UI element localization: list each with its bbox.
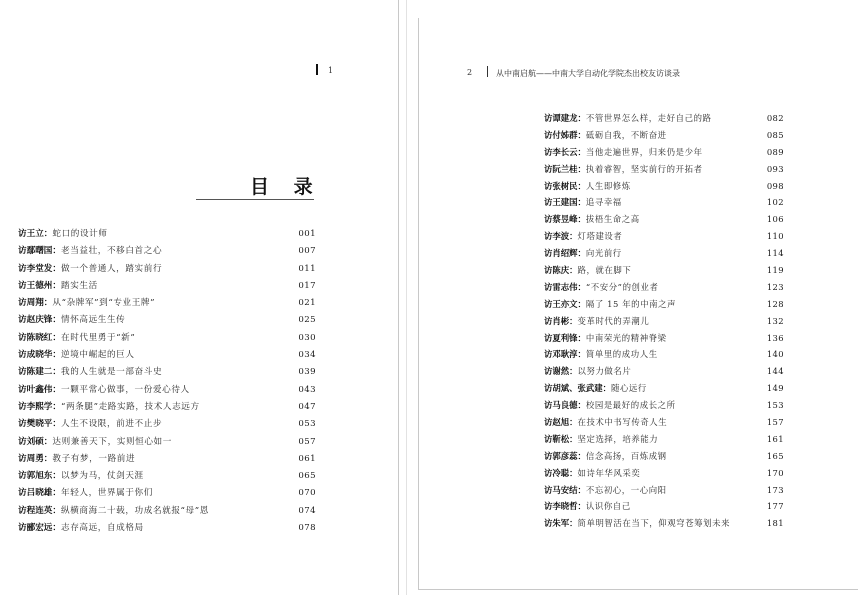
toc-entry-page: 025 [298, 315, 316, 326]
toc-entry-page: 061 [298, 453, 316, 464]
toc-entry-page: 173 [766, 484, 784, 495]
toc-entry: 访阮兰桂：执着睿智，坚实前行的开拓者 093 [544, 161, 784, 178]
toc-entry-name: 访郦宏远 [18, 523, 53, 534]
toc-entry-title: 不忘初心，一心向阳 [585, 484, 667, 495]
toc-entry: 访郭旭东：以梦为马，仗剑天涯 065 [18, 468, 316, 485]
toc-entry-name: 访李波 [544, 231, 570, 242]
toc-entry-page: 043 [298, 384, 316, 395]
toc-entry-title: 追寻幸福 [585, 197, 622, 208]
toc-entry-name: 访吕晓雄 [18, 488, 53, 499]
toc-entry-name: 访王亦文 [544, 298, 578, 309]
left-page-number: 1 [328, 66, 334, 75]
toc-entry: 访王亦文：隔了 15 年的中南之声 128 [544, 296, 784, 313]
toc-entry-page: 132 [766, 315, 784, 326]
toc-entry: 访肖绍辉：向光前行 114 [544, 245, 784, 262]
toc-entry-name: 访肖绍辉 [544, 248, 578, 259]
toc-entry-name: 访阮兰桂 [544, 163, 578, 174]
toc-entry: 访李长云：当他走遍世界，归来仍是少年 089 [544, 144, 784, 161]
toc-entry-name: 访郭旭东 [18, 471, 53, 482]
toc-entry-page: 065 [298, 471, 316, 482]
toc-entry: 访付姊群：砥砺自我，不断奋进 085 [544, 127, 784, 144]
toc-entry: 访叶鑫伟：一颗平常心做事，一份爱心待人 043 [18, 382, 316, 399]
toc-entry: 访陈建二：我的人生就是一部奋斗史 039 [18, 364, 316, 381]
toc-entry: 访李堂发：做一个普通人，踏实前行 011 [18, 261, 316, 278]
toc-entry-page: 102 [766, 197, 784, 208]
toc-entry-title: 向光前行 [585, 248, 622, 259]
toc-entry-name: 访冷聪 [544, 467, 570, 478]
toc-entry-title: 以努力做名片 [577, 366, 632, 377]
toc-entry-title: 坚定选择，培养能力 [577, 433, 659, 444]
toc-entry: 访马安结：不忘初心，一心向阳 173 [544, 482, 784, 499]
toc-entry-title: 老当益壮，不移白首之心 [61, 246, 163, 257]
toc-entry-name: 访李堂发 [18, 263, 53, 274]
toc-entry-title: 年轻人，世界属于你们 [61, 488, 153, 499]
toc-entry-page: 053 [298, 419, 316, 430]
toc-entry: 访邓耿淳：简单里的成功人生 140 [544, 346, 784, 363]
toc-entry-title: 校园是最好的成长之所 [585, 400, 676, 411]
toc-entry-page: 070 [298, 488, 316, 499]
toc-entry: 访冷聪：如诗年华风采奕 170 [544, 465, 784, 482]
toc-entry-name: 访李熙学 [18, 401, 53, 412]
right-toc-list [544, 110, 784, 532]
toc-entry: 访李熙学：“两条腿”走路实路，技术人志远方 047 [18, 399, 316, 416]
toc-entry: 访谢然：以努力做名片 144 [544, 363, 784, 380]
toc-entry-title: 做一个普通人，踏实前行 [61, 263, 163, 274]
toc-entry: 访靳松：坚定选择，培养能力 161 [544, 431, 784, 448]
toc-entry-page: 098 [766, 180, 784, 191]
left-toc-list [18, 226, 316, 537]
toc-title-rule [196, 199, 314, 200]
toc-entry-name: 访蔡昱峰 [544, 214, 578, 225]
toc-entry: 访谭建龙：不管世界怎么样，走好自己的路 082 [544, 110, 784, 127]
toc-entry-name: 访王德州 [18, 280, 53, 291]
toc-entry-name: 访雷志伟 [544, 281, 578, 292]
toc-entry: 访成晓华：逆境中崛起的巨人 034 [18, 347, 316, 364]
toc-entry-name: 访周勇 [18, 453, 44, 464]
toc-entry-title: “不安分”的创业者 [585, 281, 659, 292]
toc-entry-page: 057 [298, 436, 316, 447]
toc-entry: 访周勇：教子有梦，一路前进 061 [18, 451, 316, 468]
toc-entry-name: 访郭彦蕊 [544, 450, 578, 461]
toc-entry-page: 021 [298, 298, 316, 309]
toc-entry-name: 访王立 [18, 229, 44, 239]
toc-entry-name: 访陈晓红 [18, 332, 53, 343]
toc-entry-name: 访樊晓平 [18, 419, 53, 430]
toc-entry-title: 从“杂牌军”到“专业王牌” [52, 298, 156, 309]
toc-entry-page: 123 [766, 281, 784, 292]
toc-entry-name: 访谭建龙 [544, 113, 578, 123]
toc-entry-title: 隔了 15 年的中南之声 [585, 298, 677, 309]
toc-entry-title: 认识你自己 [585, 501, 631, 512]
book-spine-shadow [406, 0, 407, 595]
toc-entry-page: 089 [766, 146, 784, 157]
toc-entry-title: 教子有梦，一路前进 [52, 453, 136, 464]
toc-entry-name: 访付姊群 [544, 129, 578, 140]
toc-entry-title: 纵横商海二十载，功成名就报“母”恩 [61, 505, 209, 516]
toc-entry-title: 拔梧生命之高 [585, 214, 640, 225]
toc-entry-page: 106 [766, 214, 784, 225]
toc-entry-title: 砥砺自我，不断奋进 [585, 129, 667, 140]
toc-entry-name: 访靳松 [544, 433, 570, 444]
toc-entry-name: 访张树民 [544, 180, 578, 191]
toc-entry-title: 蛇口的设计师 [52, 229, 108, 239]
toc-entry-page: 136 [766, 332, 784, 343]
toc-entry: 访肖彬：变革时代的弄潮儿 132 [544, 313, 784, 330]
toc-entry-page: 093 [766, 163, 784, 174]
toc-entry-page: 047 [298, 401, 316, 412]
toc-entry: 访郭彦蕊：信念高扬，百炼成钢 165 [544, 448, 784, 465]
toc-entry-page: 149 [766, 383, 784, 394]
toc-entry-page: 181 [766, 518, 784, 529]
toc-entry-title: 情怀高远生生传 [61, 315, 126, 326]
toc-entry-title: 逆境中崛起的巨人 [61, 350, 135, 361]
right-page-number: 2 [467, 68, 473, 77]
toc-entry-page: 085 [766, 129, 784, 140]
toc-entry-name: 访夏利锋 [544, 332, 578, 343]
toc-entry-name: 访马安结 [544, 484, 578, 495]
toc-entry: 访马良德：校园是最好的成长之所 153 [544, 397, 784, 414]
toc-entry-page: 039 [298, 367, 316, 378]
toc-entry-title: 我的人生就是一部奋斗史 [61, 367, 163, 378]
toc-entry: 访吕晓雄：年轻人，世界属于你们 070 [18, 485, 316, 502]
toc-entry-title: 随心远行 [611, 383, 647, 394]
toc-entry-page: 034 [298, 350, 316, 361]
toc-entry-title: 信念高扬，百炼成钢 [585, 450, 667, 461]
toc-entry-title: 灯塔建设者 [577, 231, 623, 242]
toc-entry-name: 访肖彬 [544, 315, 570, 326]
toc-entry-name: 访周翔 [18, 298, 44, 309]
toc-entry-name: 访陈建二 [18, 367, 53, 378]
toc-entry-page: 157 [766, 417, 784, 428]
toc-entry-title: 达则兼善天下，实则恒心如一 [52, 436, 172, 447]
toc-entry-name: 访赵庆锋 [18, 315, 53, 326]
toc-entry-name: 访马良德 [544, 400, 578, 411]
toc-entry: 访王立：蛇口的设计师 001 [18, 226, 316, 243]
book-spine [398, 0, 399, 595]
toc-entry-title: 在技术中书写传奇人生 [577, 417, 668, 428]
toc-entry-page: 144 [766, 366, 784, 377]
toc-entry-title: 当他走遍世界，归来仍是少年 [585, 146, 703, 157]
toc-entry-name: 访朱军 [544, 518, 570, 529]
toc-entry-page: 177 [766, 501, 784, 512]
toc-entry: 访程连英：纵横商海二十载，功成名就报“母”恩 074 [18, 503, 316, 520]
toc-entry-page: 007 [298, 246, 316, 257]
toc-entry-title: 人生不设限，前进不止步 [61, 419, 163, 430]
toc-entry-title: 简单明智活在当下，仰观穹苍筹划未来 [577, 518, 731, 529]
toc-entry-page: 011 [298, 263, 316, 274]
toc-entry-page: 161 [766, 433, 784, 444]
toc-entry-title: 路，就在脚下 [577, 265, 632, 276]
toc-entry: 访刘硕：达则兼善天下，实则恒心如一 057 [18, 434, 316, 451]
toc-entry-name: 访胡斌、张武建 [544, 383, 603, 394]
toc-entry: 访蔡昱峰：拔梧生命之高 106 [544, 211, 784, 228]
toc-entry: 访樊晓平：人生不设限，前进不止步 053 [18, 416, 316, 433]
toc-entry-name: 访刘硕 [18, 436, 44, 447]
toc-entry: 访鄢曙国：老当益壮，不移白首之心 007 [18, 243, 316, 260]
toc-entry-page: 110 [766, 231, 784, 242]
toc-entry: 访朱军：简单明智活在当下，仰观穹苍筹划未来 181 [544, 515, 784, 532]
toc-entry-page: 078 [298, 523, 316, 534]
toc-entry-title: 中南荣光的精神脊梁 [585, 332, 667, 343]
toc-entry-title: 在时代里勇于“新” [61, 332, 136, 343]
toc-entry: 访张树民：人生即修炼 098 [544, 178, 784, 195]
toc-title: 目 录 [250, 176, 322, 198]
toc-entry-name: 访李长云 [544, 146, 578, 157]
toc-entry-title: “两条腿”走路实路，技术人志远方 [61, 401, 200, 412]
toc-entry: 访雷志伟：“不安分”的创业者 123 [544, 279, 784, 296]
toc-entry-name: 访鄢曙国 [18, 246, 53, 257]
toc-entry-title: 执着睿智，坚实前行的开拓者 [585, 163, 703, 174]
right-header-bar [487, 66, 488, 77]
toc-entry: 访王建国：追寻幸福 102 [544, 194, 784, 211]
toc-entry-title: 踏实生活 [61, 280, 98, 291]
toc-entry: 访胡斌、张武建：随心远行 149 [544, 380, 784, 397]
toc-entry-page: 017 [298, 280, 316, 291]
toc-entry: 访陈晓红：在时代里勇于“新” 030 [18, 330, 316, 347]
toc-entry-title: 不管世界怎么样，走好自己的路 [585, 113, 712, 123]
toc-entry-title: 变革时代的弄潮儿 [577, 315, 650, 326]
toc-entry-page: 030 [298, 332, 316, 343]
toc-entry-page: 001 [298, 229, 316, 239]
toc-entry-name: 访叶鑫伟 [18, 384, 53, 395]
left-header-bar [316, 64, 318, 75]
toc-entry-page: 114 [766, 248, 784, 259]
toc-entry-name: 访赵旭 [544, 417, 570, 428]
toc-entry: 访李晓哲：认识你自己 177 [544, 498, 784, 515]
toc-entry: 访夏利锋：中南荣光的精神脊梁 136 [544, 330, 784, 347]
toc-entry-title: 以梦为马，仗剑天涯 [61, 471, 144, 482]
toc-entry: 访周翔：从“杂牌军”到“专业王牌” 021 [18, 295, 316, 312]
toc-entry-page: 140 [766, 349, 784, 360]
toc-entry-page: 082 [766, 113, 784, 123]
toc-entry-page: 119 [766, 265, 784, 276]
toc-entry-title: 人生即修炼 [585, 180, 631, 191]
toc-entry-name: 访陈庆 [544, 265, 570, 276]
toc-entry-name: 访邓耿淳 [544, 349, 578, 360]
toc-entry-page: 165 [766, 450, 784, 461]
toc-entry-title: 简单里的成功人生 [585, 349, 658, 360]
toc-entry-name: 访成晓华 [18, 350, 53, 361]
toc-entry-page: 074 [298, 505, 316, 516]
toc-entry: 访陈庆：路，就在脚下 119 [544, 262, 784, 279]
toc-entry-name: 访李晓哲 [544, 501, 578, 512]
toc-entry-title: 志存高远，自成格局 [61, 523, 144, 534]
toc-entry-name: 访王建国 [544, 197, 578, 208]
toc-entry-name: 访谢然 [544, 366, 570, 377]
running-title: 从中南启航——中南大学自动化学院杰出校友访谈录 [496, 69, 680, 78]
toc-entry-name: 访程连英 [18, 505, 53, 516]
toc-entry: 访王德州：踏实生活 017 [18, 278, 316, 295]
toc-entry: 访郦宏远：志存高远，自成格局 078 [18, 520, 316, 537]
toc-entry-title: 一颗平常心做事，一份爱心待人 [61, 384, 190, 395]
toc-entry: 访赵庆锋：情怀高远生生传 025 [18, 312, 316, 329]
toc-entry: 访李波：灯塔建设者 110 [544, 228, 784, 245]
toc-entry-page: 170 [766, 467, 784, 478]
toc-entry-title: 如诗年华风采奕 [577, 467, 641, 478]
toc-entry-page: 153 [766, 400, 784, 411]
toc-entry-page: 128 [766, 298, 784, 309]
toc-entry: 访赵旭：在技术中书写传奇人生 157 [544, 414, 784, 431]
